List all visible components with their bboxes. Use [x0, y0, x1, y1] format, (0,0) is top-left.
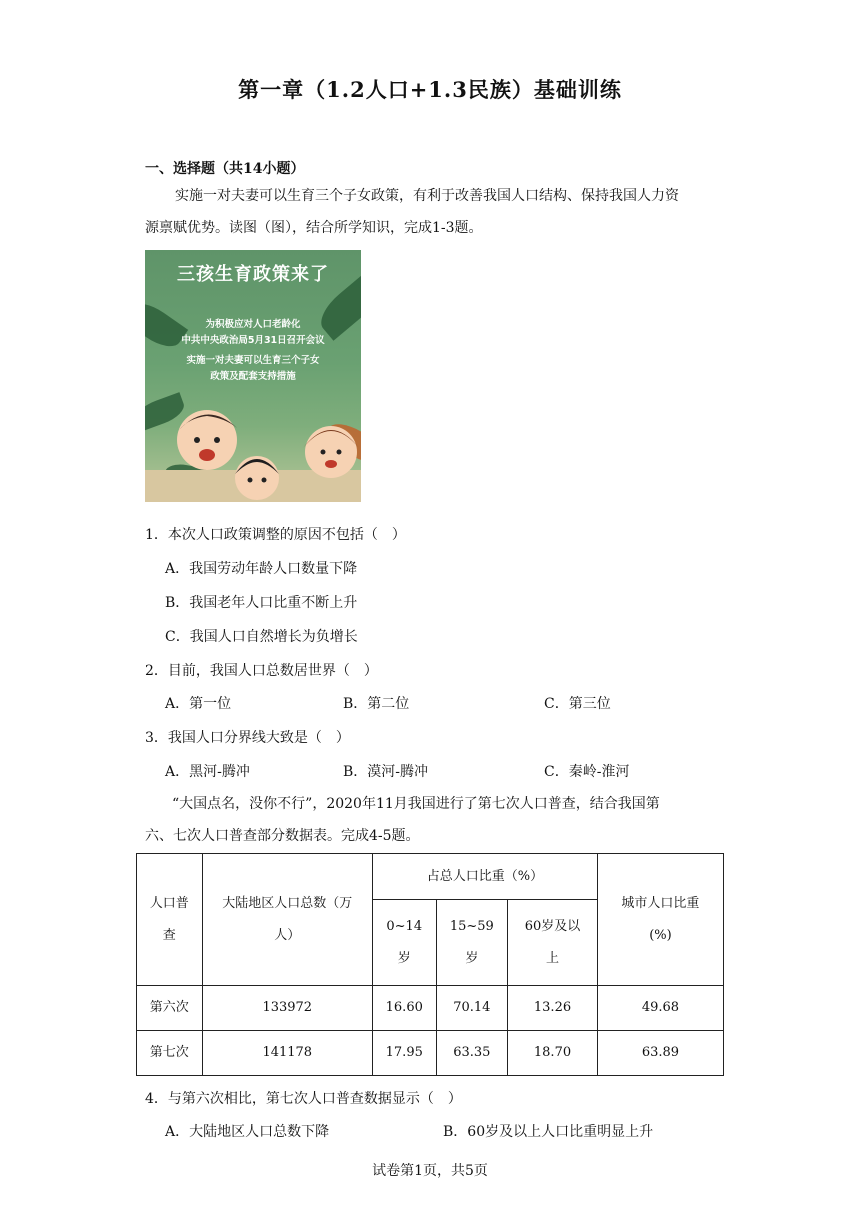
cell-urban: 49.68	[597, 986, 723, 1031]
q3-option-c: C．秦岭-淮河	[544, 764, 630, 780]
cell-age-60-plus: 18.70	[508, 1031, 598, 1076]
policy-poster-image	[145, 250, 361, 502]
q1-option-a: A．我国劳动年龄人口数量下降	[165, 561, 358, 577]
header-census: 人口普 查	[137, 854, 203, 986]
q1-stem: 1．本次人口政策调整的原因不包括（ ）	[145, 527, 406, 543]
page-title: 第一章（1.2人口+1.3民族）基础训练	[238, 77, 622, 102]
poster-line-1: 为积极应对人口老龄化	[205, 319, 301, 330]
cell-age-60-plus: 13.26	[508, 986, 598, 1031]
intro2-line1: “大国点名，没你不行”，2020年11月我国进行了第七次人口普查，结合我国第	[172, 796, 660, 812]
q4-option-a: A．大陆地区人口总数下降	[165, 1124, 330, 1140]
q1-option-b: B．我国老年人口比重不断上升	[165, 595, 358, 611]
q1-option-c: C．我国人口自然增长为负增长	[165, 629, 358, 645]
header-age-15-59: 15~59 岁	[436, 900, 508, 986]
poster-headline: 三孩生育政策来了	[177, 264, 329, 285]
poster-line-2: 中共中央政治局5月31日召开会议	[181, 335, 325, 346]
q2-option-c: C．第三位	[544, 696, 611, 712]
page-footer: 试卷第1页，共5页	[372, 1163, 488, 1179]
header-age-60-plus: 60岁及以 上	[508, 900, 598, 986]
intro1-line1: 实施一对夫妻可以生育三个子女政策，有利于改善我国人口结构、保持我国人力资	[175, 188, 679, 204]
header-urban-share: 城市人口比重 (%)	[597, 854, 723, 986]
intro1-line2: 源禀赋优势。读图（图），结合所学知识，完成1-3题。	[145, 220, 483, 236]
q2-stem: 2．目前，我国人口总数居世界（ ）	[145, 663, 378, 679]
cell-age-0-14: 16.60	[372, 986, 436, 1031]
q3-stem: 3．我国人口分界线大致是（ ）	[145, 730, 350, 746]
q4-option-b: B．60岁及以上人口比重明显上升	[443, 1124, 654, 1140]
cartoon-children-illustration	[145, 400, 361, 502]
q2-option-a: A．第一位	[165, 696, 232, 712]
section-heading: 一、选择题（共14小题）	[145, 161, 305, 177]
q4-stem: 4．与第六次相比，第七次人口普查数据显示（ ）	[145, 1091, 462, 1107]
q3-option-a: A．黑河-腾冲	[165, 764, 250, 780]
table-row	[137, 986, 724, 1031]
q2-option-b: B．第二位	[343, 696, 410, 712]
cell-age-15-59: 63.35	[436, 1031, 508, 1076]
cell-age-15-59: 70.14	[436, 986, 508, 1031]
cell-age-0-14: 17.95	[372, 1031, 436, 1076]
header-share-of-population: 占总人口比重（%）	[372, 854, 597, 900]
header-total-population: 大陆地区人口总数（万 人）	[202, 854, 372, 986]
q3-option-b: B．漠河-腾冲	[343, 764, 429, 780]
header-age-0-14: 0~14 岁	[372, 900, 436, 986]
cell-total: 133972	[202, 986, 372, 1031]
cell-census: 第六次	[137, 986, 203, 1031]
cell-urban: 63.89	[597, 1031, 723, 1076]
table-row	[137, 1031, 724, 1076]
cell-census: 第七次	[137, 1031, 203, 1076]
census-data-table	[136, 853, 724, 1076]
poster-line-3: 实施一对夫妻可以生育三个子女	[186, 355, 320, 366]
poster-line-4: 政策及配套支持措施	[210, 371, 296, 382]
cell-total: 141178	[202, 1031, 372, 1076]
intro2-line2: 六、七次人口普查部分数据表。完成4-5题。	[145, 828, 420, 844]
